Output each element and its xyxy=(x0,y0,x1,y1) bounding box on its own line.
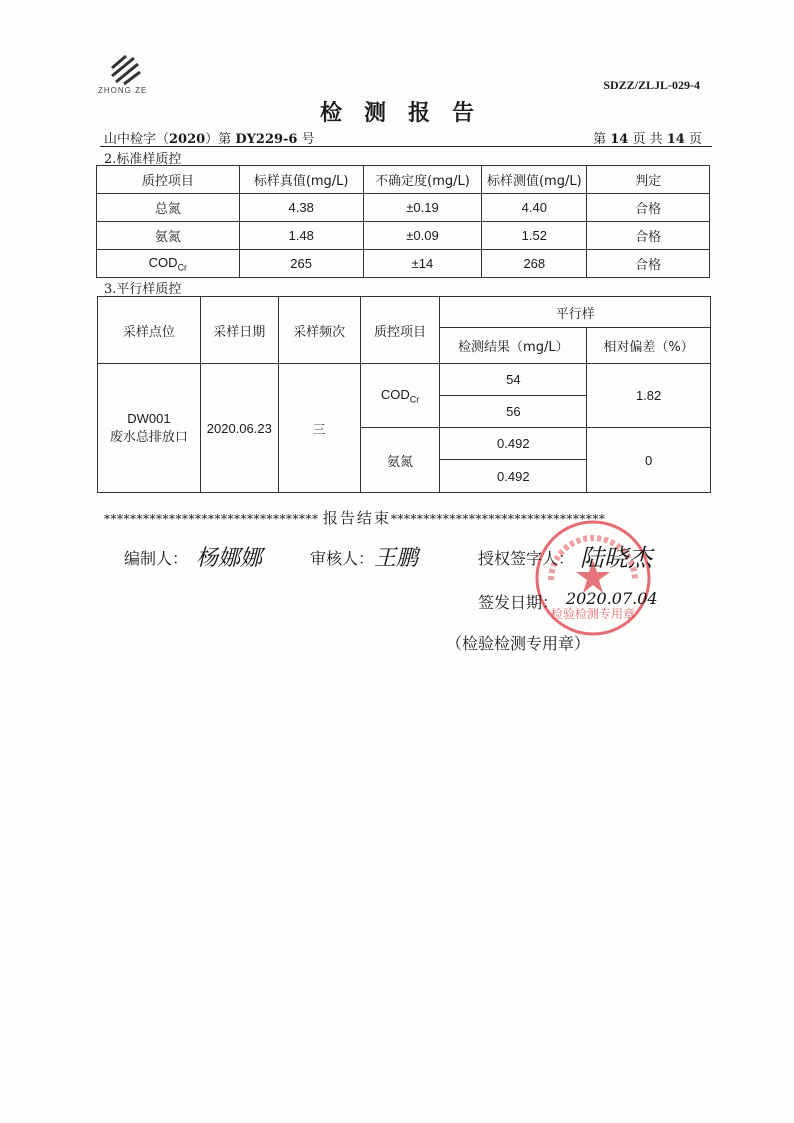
date-cell: 2020.06.23 xyxy=(200,364,278,493)
report-end-line: ********************************* 报告结束********************************* xyxy=(104,509,606,527)
judgement-cell: 合格 xyxy=(587,194,710,222)
item-cell: 氨氮 xyxy=(360,428,440,493)
page-indicator: 第 14 页 共 14 页 xyxy=(593,132,702,147)
result-cell: 56 xyxy=(440,396,587,428)
uncertainty-cell: ±14 xyxy=(363,250,482,278)
column-header: 检测结果（mg/L） xyxy=(440,328,587,364)
table-row xyxy=(97,194,710,222)
header-divider xyxy=(100,146,712,147)
measured-cell: 1.52 xyxy=(482,222,587,250)
reviewer-label: 审核人： xyxy=(310,549,375,568)
true-value-cell: 4.38 xyxy=(239,194,363,222)
item-cell: $COD_{Cr}$ xyxy=(97,250,240,278)
true-value-cell: 1.48 xyxy=(239,222,363,250)
official-seal-icon xyxy=(533,518,653,638)
table-row xyxy=(98,364,711,396)
table-row xyxy=(97,250,710,278)
site-cell: DW001 废水总排放口 xyxy=(98,364,201,493)
result-cell: 0.492 xyxy=(440,460,587,493)
parallel-sample-table xyxy=(97,296,711,493)
result-cell: 0.492 xyxy=(440,428,587,460)
column-header: 采样点位 xyxy=(98,297,201,364)
table-header-row xyxy=(97,166,710,194)
page-title: 检测报告 xyxy=(319,100,496,126)
stamp-caption: （检验检测专用章） xyxy=(446,634,591,653)
column-header: 标样真值(mg/L) xyxy=(239,166,363,194)
table-row xyxy=(97,222,710,250)
section-heading: 2.标准样质控 xyxy=(104,152,182,167)
deviation-cell: 1.82 xyxy=(587,364,711,428)
measured-cell: 4.40 xyxy=(482,194,587,222)
issue-date-label: 签发日期： xyxy=(478,593,559,612)
compiler-label: 编制人： xyxy=(124,549,189,568)
true-value-cell: 265 xyxy=(239,250,363,278)
deviation-cell: 0 xyxy=(587,428,711,493)
column-header: 不确定度(mg/L) xyxy=(363,166,482,194)
logo-text: ZHONG ZE xyxy=(98,86,148,95)
standard-sample-table xyxy=(96,165,710,278)
uncertainty-cell: ±0.19 xyxy=(363,194,482,222)
compiler-signature: 杨娜娜 xyxy=(196,546,263,571)
reviewer-signature: 王鹏 xyxy=(374,546,419,571)
svg-text:检验检测专用章: 检验检测专用章 xyxy=(550,607,636,621)
item-cell: 总氮 xyxy=(97,194,240,222)
frequency-cell: 三 xyxy=(278,364,360,493)
judgement-cell: 合格 xyxy=(587,222,710,250)
document-code: SDZZ/ZLJL-029-4 xyxy=(603,78,700,92)
column-header: 平行样 xyxy=(440,297,711,328)
signer-label: 授权签字人： xyxy=(478,549,575,568)
issue-date: 2020.07.04 xyxy=(566,589,658,608)
signer-signature: 陆晓杰 xyxy=(580,544,652,572)
table-header-row xyxy=(98,297,711,328)
column-header: 采样日期 xyxy=(200,297,278,364)
column-header: 标样测值(mg/L) xyxy=(482,166,587,194)
uncertainty-cell: ±0.09 xyxy=(363,222,482,250)
result-cell: 54 xyxy=(440,364,587,396)
section-heading: 3.平行样质控 xyxy=(104,282,182,297)
column-header: 质控项目 xyxy=(97,166,240,194)
column-header: 质控项目 xyxy=(360,297,440,364)
column-header: 判定 xyxy=(587,166,710,194)
column-header: 相对偏差（%） xyxy=(587,328,711,364)
item-cell: 氨氮 xyxy=(97,222,240,250)
judgement-cell: 合格 xyxy=(587,250,710,278)
item-cell: $COD_{Cr}$ xyxy=(360,364,440,428)
measured-cell: 268 xyxy=(482,250,587,278)
column-header: 采样频次 xyxy=(278,297,360,364)
report-number: 山中检字（2020）第 DY229-6 号 xyxy=(104,132,315,147)
